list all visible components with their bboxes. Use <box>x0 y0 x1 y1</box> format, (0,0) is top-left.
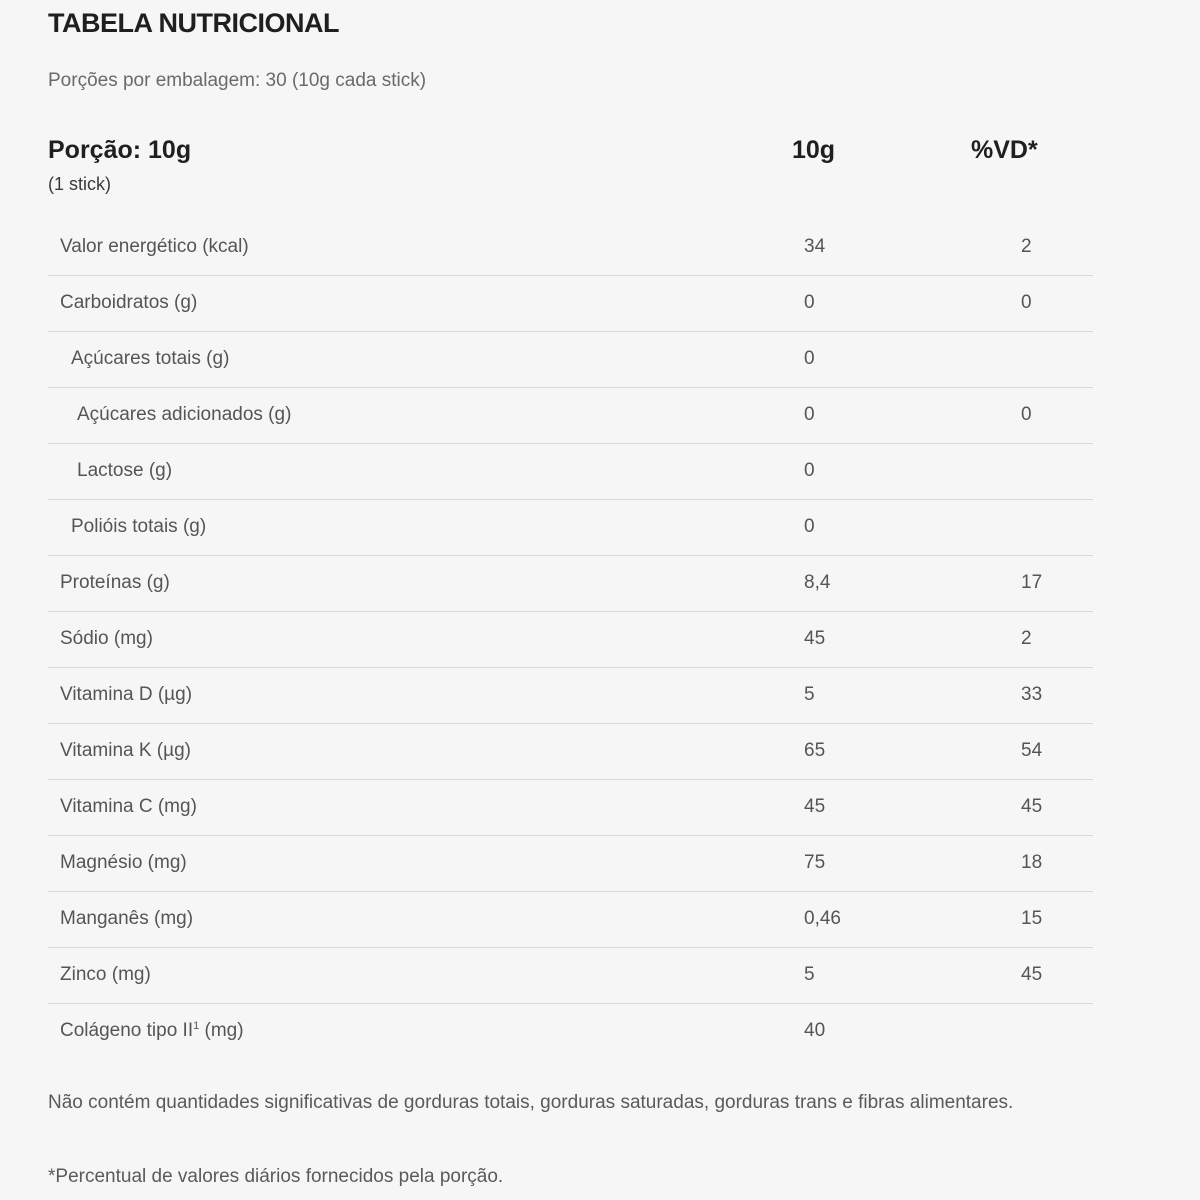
nutrient-daily-value: 54 <box>1021 740 1043 761</box>
daily-value-column-header: %VD* <box>971 136 1038 164</box>
nutrient-daily-value: 15 <box>1021 908 1043 929</box>
nutrient-label: Manganês (mg) <box>60 908 194 929</box>
amount-column-header: 10g <box>792 136 836 164</box>
nutrient-daily-value: 17 <box>1021 572 1043 593</box>
nutrient-label: Sódio (mg) <box>60 628 153 649</box>
nutrient-amount: 75 <box>804 852 826 873</box>
nutrient-label: Proteínas (g) <box>60 572 170 593</box>
table-row <box>48 780 1093 836</box>
nutrient-label: Magnésio (mg) <box>60 852 187 873</box>
portion-label: Porção: 10g <box>48 136 192 164</box>
table-row <box>48 948 1093 1004</box>
nutrient-amount: 45 <box>804 796 826 817</box>
nutrient-label: Valor energético (kcal) <box>60 236 249 257</box>
nutrient-daily-value: 0 <box>1021 404 1032 425</box>
nutrient-amount: 45 <box>804 628 826 649</box>
nutrient-label: Vitamina D (µg) <box>60 684 193 705</box>
disclaimer-note: Não contém quantidades significativas de gorduras totais, gorduras saturadas, gorduras trans e fibras alimentares. <box>48 1092 1014 1113</box>
nutrient-amount: 8,4 <box>804 572 831 593</box>
nutrient-daily-value: 0 <box>1021 292 1032 313</box>
table-row <box>48 836 1093 892</box>
nutrient-daily-value: 2 <box>1021 236 1032 257</box>
nutrient-daily-value: 2 <box>1021 628 1032 649</box>
nutrient-amount: 0 <box>804 516 815 537</box>
nutrient-amount: 65 <box>804 740 826 761</box>
table-row <box>48 500 1093 556</box>
nutrient-amount: 5 <box>804 964 815 985</box>
servings-per-package: Porções por embalagem: 30 (10g cada stick) <box>48 70 427 91</box>
table-row <box>48 724 1093 780</box>
table-row <box>48 556 1093 612</box>
nutrient-daily-value: 45 <box>1021 964 1043 985</box>
table-row <box>48 276 1093 332</box>
table-row <box>48 612 1093 668</box>
nutrient-label: Vitamina K (µg) <box>60 740 191 761</box>
nutrient-amount: 34 <box>804 236 826 257</box>
page-title: TABELA NUTRICIONAL <box>48 8 339 38</box>
table-row <box>48 388 1093 444</box>
nutrient-table <box>48 220 1093 1060</box>
nutrient-label: Açúcares adicionados (g) <box>77 404 292 425</box>
nutrient-label: Colágeno tipo $II^1$ (mg) <box>60 1020 244 1041</box>
nutrient-label: Zinco (mg) <box>60 964 151 985</box>
nutrient-daily-value: 33 <box>1021 684 1043 705</box>
nutrient-daily-value: 18 <box>1021 852 1043 873</box>
nutrient-amount: 0 <box>804 460 815 481</box>
nutrient-label: Vitamina C (mg) <box>60 796 197 817</box>
nutrient-label: Açúcares totais (g) <box>71 348 230 369</box>
table-row <box>48 220 1093 276</box>
table-row <box>48 332 1093 388</box>
table-row <box>48 1004 1093 1060</box>
nutrient-amount: 0,46 <box>804 908 841 929</box>
nutrient-daily-value: 45 <box>1021 796 1043 817</box>
nutrient-amount: 0 <box>804 292 815 313</box>
nutrient-amount: 0 <box>804 348 815 369</box>
nutrient-label: Polióis totais (g) <box>71 516 207 537</box>
nutrient-amount: 0 <box>804 404 815 425</box>
portion-sub-label: (1 stick) <box>48 174 111 194</box>
daily-value-footnote: *Percentual de valores diários fornecidos pela porção. <box>48 1166 504 1187</box>
nutrient-amount: 5 <box>804 684 815 705</box>
table-row <box>48 444 1093 500</box>
table-row <box>48 892 1093 948</box>
nutrient-label: Lactose (g) <box>77 460 173 481</box>
nutrient-amount: 40 <box>804 1020 826 1041</box>
table-row <box>48 668 1093 724</box>
nutrient-label: Carboidratos (g) <box>60 292 198 313</box>
